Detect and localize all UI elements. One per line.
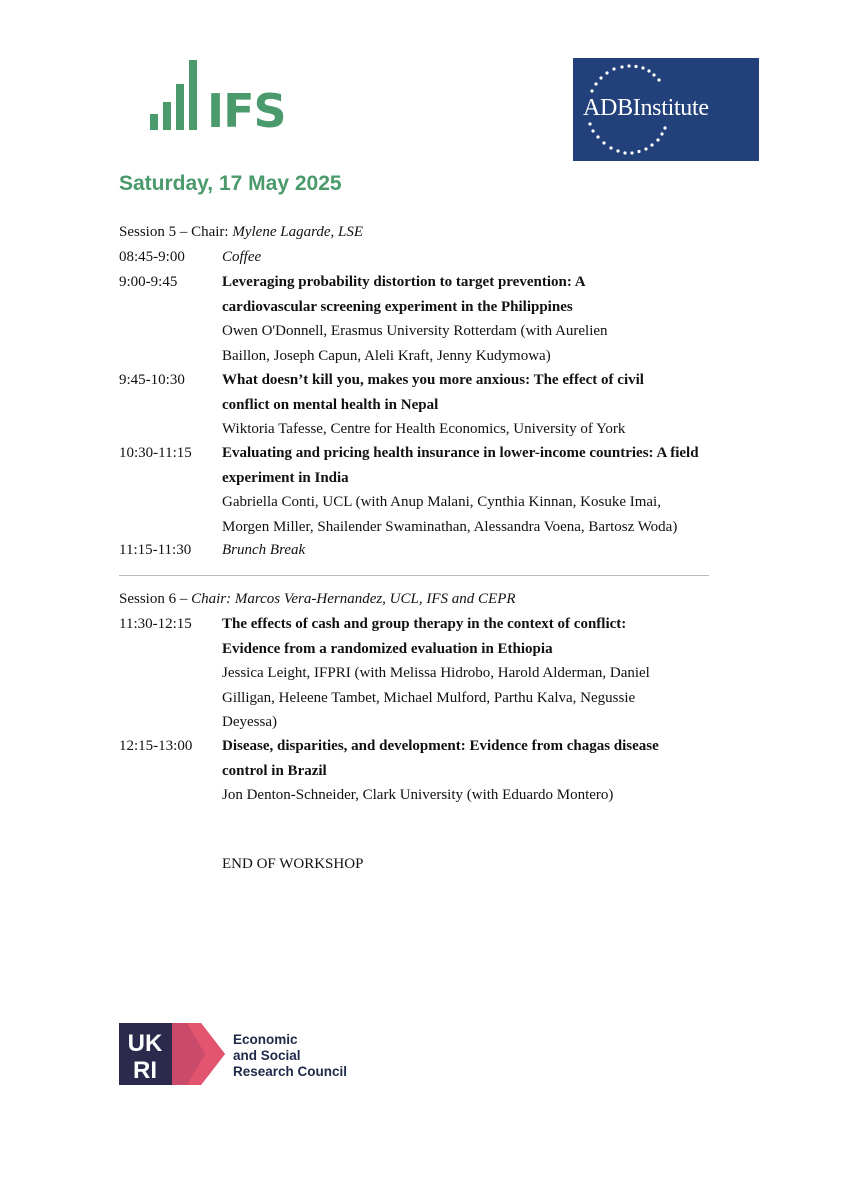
talk-title: Disease, disparities, and development: Evidence from chagas disease control in Brazil <box>222 738 659 779</box>
ukri-council-name <box>233 1032 373 1080</box>
schedule-row <box>119 612 719 735</box>
talk-authors: Wiktoria Tafesse, Centre for Health Economics, University of York <box>222 421 626 437</box>
session-5-label: Session 5 – Chair: <box>119 224 233 240</box>
break-label: Brunch Break <box>222 542 306 558</box>
section-divider <box>119 575 709 576</box>
talk-title: Evaluating and pricing health insurance in lower-income countries: A field experiment in India <box>222 445 699 486</box>
schedule-row <box>119 368 719 442</box>
talk-title: The effects of cash and group therapy in the context of conflict: Evidence from a randomized evaluation in Ethiopia <box>222 616 627 657</box>
ukri-logo-text-bottom: RI <box>133 1057 157 1084</box>
adbi-logo-text: ADBInstitute <box>583 95 709 121</box>
break-label: Coffee <box>222 249 262 265</box>
session-6-chair: Chair: Marcos Vera-Hernandez, UCL, IFS and CEPR <box>191 591 516 607</box>
talk-authors: Owen O'Donnell, Erasmus University Rotterdam (with Aurelien Baillon, Joseph Capun, Aleli Kraft, Jenny Kudymowa) <box>222 323 608 364</box>
talk-authors: Gabriella Conti, UCL (with Anup Malani, Cynthia Kinnan, Kosuke Imai, Morgen Miller, Shailender Swaminathan, Alessandra Voena, Bartosz Woda) <box>222 494 678 535</box>
schedule-row <box>119 270 719 368</box>
schedule-row <box>119 441 719 539</box>
ukri-line-2: and Social <box>233 1048 301 1063</box>
row-time: 11:30-12:15 <box>119 616 192 632</box>
row-time: 10:30-11:15 <box>119 445 192 461</box>
talk-title: Leveraging probability distortion to target prevention: A cardiovascular screening experiment in the Philippines <box>222 274 585 315</box>
end-of-workshop: END OF WORKSHOP <box>222 856 364 872</box>
row-time: 9:00-9:45 <box>119 274 178 290</box>
ifs-logo <box>150 60 286 138</box>
session-5-chair: Mylene Lagarde, LSE <box>232 224 364 240</box>
ukri-line-1: Economic <box>233 1032 298 1047</box>
ukri-logo-text-top: UK <box>127 1030 163 1057</box>
row-time: 11:15-11:30 <box>119 542 192 558</box>
row-time: 08:45-9:00 <box>119 249 185 265</box>
row-time: 9:45-10:30 <box>119 372 185 388</box>
ukri-line-3: Research Council <box>233 1064 348 1079</box>
talk-authors: Jon Denton-Schneider, Clark University (with Eduardo Montero) <box>222 787 614 803</box>
schedule-row <box>119 734 719 808</box>
session-6-label: Session 6 – <box>119 591 192 607</box>
session-6-heading <box>119 587 516 611</box>
talk-title: What doesn’t kill you, makes you more anxious: The effect of civil conflict on mental health in Nepal <box>222 372 644 413</box>
schedule-row <box>119 245 719 270</box>
schedule-row <box>119 538 719 563</box>
ifs-bars-icon <box>150 60 200 130</box>
page-title: Saturday, 17 May 2025 <box>119 172 342 195</box>
talk-authors: Jessica Leight, IFPRI (with Melissa Hidrobo, Harold Alderman, Daniel Gilligan, Heleene Tambet, Michael Mulford, Parthu Kalva, Negussie Deyessa) <box>222 665 650 730</box>
row-time: 12:15-13:00 <box>119 738 193 754</box>
ukri-mark-icon <box>119 1023 225 1085</box>
session-5-heading <box>119 220 363 244</box>
ifs-logo-text: IFS <box>207 84 286 138</box>
adbi-logo <box>573 58 759 161</box>
